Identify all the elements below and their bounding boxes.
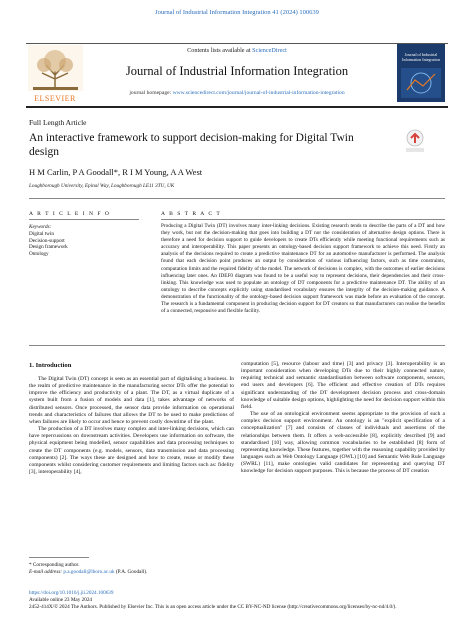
- article-type: Full Length Article: [29, 118, 87, 127]
- keyword: Decision-support: [29, 237, 65, 244]
- abstract-heading: A B S T R A C T: [161, 211, 222, 217]
- paragraph: The use of an ontological environment seems appropriate to the provision of such a complex decision support environment. An ontology is an "explicit specification of a conceptualization" [7] and consists of classes of individuals and assertions of the relationships between them. It offers a web-accessible [8], explicitly described [9] and standardised [10] way, allowing common vocabularies to be established [8] form of representing knowledge. These features, together with the reasoning capability provided by languages such as Web Ontology Language (OWL) [10] and Semantic Web Rule Language (SWRL) [11], make ontologies valid candidates for representing and querying DT knowledge for decision support purposes. This is because the process of DT creation: [241, 411, 445, 475]
- section-divider: [29, 345, 445, 346]
- email-suffix: (P.A. Goodall).: [114, 569, 148, 575]
- elsevier-wordmark: ELSEVIER: [34, 94, 76, 103]
- abstract-text: Producing a Digital Twin (DT) involves many inter-linking decisions. Existing research tends to describe the parts of a DT and how they work, but not the decision-making that goes into building a DT nor the consideration of alternative design options. There is therefore a need for decision support to guide developers to create DTs efficiently while meeting functional requirements such as accuracy and interoperability. This paper presents an ontology-based decision support framework to achieve this need. Firstly an analysis of the decisions required to create a predictive maintenance DT for an automotive manufacturer is performed. The analysis found that each decision point produces an output by consideration of various influencing factors, such as time constraints, computation limits and the required fidelity of the model. The network of decisions is complex, with the outcomes of earlier decisions influencing later ones. An IDEF0 diagram was found to be a useful way to represent decisions, their dependencies and their cross-linking. This knowledge was used to populate an ontology of DT components for a predictive maintenance DT. The ability of an ontology to describe concepts explicitly using standardised vocabulary ensures the integrity of the decision-making guidance. A demonstration of the functionality of the ontology-based decision support framework was made before an evaluation of the concept. The research is a fundamental component in producing decision support for DT creators so that manufacturers can realise the benefits of a connected, responsive and flexible facility.: [161, 223, 445, 315]
- email-link[interactable]: p.a.goodall@lboro.ac.uk: [63, 569, 115, 575]
- article-info-rule: [29, 219, 139, 220]
- keyword: Digital twin: [29, 231, 54, 237]
- intro-right-column: [241, 361, 445, 476]
- cover-title: Journal of Industrial Information Integration: [402, 52, 440, 62]
- header-bottom-rule: [26, 106, 448, 108]
- paragraph: The production of a DT involves many complex and inter-linking decisions, which can have repercussions on downstream activities. Developers use information on software, the physical equipment being modelled, sensor capabilities and data processing techniques to create the DT components (e.g. models, sensors, data transmission and data processing components) [2]. The ways these are designed and how to create, reuse or modify these components whilst considering customer requirements and limiting factors such as: fidelity [3], interoperability [4],: [29, 426, 234, 476]
- journal-homepage: [80, 90, 394, 96]
- check-for-updates-icon[interactable]: [402, 128, 428, 154]
- journal-citation[interactable]: Journal of Industrial Information Integration 41 (2024) 100639: [155, 9, 319, 16]
- homepage-prefix: journal homepage:: [129, 90, 173, 96]
- paragraph: The Digital Twin (DT) concept is seen as an essential part of digitalising a business. In the realm of predictive maintenance in the manufacturing sector DTs offer the potential to improve the efficiency and productivity of a plant. The DT, as a virtual duplicate of a system built from a fusion of models and data [1], takes advantage of networks of distributed sensors. Once processed, the sensor data provide information on operational trends and characteristics of failures that allows the DT to be used to make predictions of when failures are likely to occur and hence to prevent costly downtime of the plant.: [29, 376, 234, 425]
- section-divider: [29, 198, 445, 199]
- email-label: E-mail address:: [29, 569, 64, 575]
- header-top-rule: [26, 43, 448, 44]
- contents-prefix: Contents lists available at: [187, 47, 253, 54]
- corresponding-author-note: * Corresponding author.: [29, 562, 80, 568]
- email-line: [29, 569, 147, 576]
- journal-title: Journal of Industrial Information Integration: [125, 64, 349, 78]
- paper-title: An interactive framework to support decision-making for Digital Twin design: [29, 132, 354, 158]
- footnote: [29, 562, 147, 576]
- keywords-heading: Keywords:: [29, 224, 52, 230]
- footnote-rule: [29, 557, 89, 558]
- affiliation: Loughborough University, Epinal Way, Loughborough LE11 3TU, UK: [29, 183, 175, 189]
- cover-graphic: [401, 68, 441, 98]
- publication-info: [29, 590, 445, 611]
- article-info-heading: A R T I C L E I N F O: [29, 211, 111, 217]
- homepage-link[interactable]: www.sciencedirect.com/journal/journal-of-industrial-information-integration: [172, 90, 345, 96]
- sciencedirect-link[interactable]: ScienceDirect: [252, 47, 287, 54]
- paragraph: computation [5], resource (labour and time) [3] and privacy [3]. Interoperability is an important consideration when developing DTs due to their highly connected nature, requiring technical and semantic standardisation between software components, sensors, end users and developers [6]. The efficient and effective creation of DTs requires significant understanding of the DT development decision process and cross-domain knowledge of suitable design options, highlighting the need for decision support within this field.: [241, 361, 445, 410]
- available-online: Available online 23 May 2024: [29, 597, 93, 603]
- keyword: Design framework: [29, 244, 68, 251]
- license-text[interactable]: 2452-414X/© 2024 The Authors. Published by Elsevier Inc. This is an open access article under the CC BY-NC-ND license (http://creativecommons.org/licenses/by-nc-nd/4.0/).: [29, 604, 397, 610]
- abstract-rule: [161, 219, 445, 220]
- doi-link[interactable]: https://doi.org/10.1016/j.jii.2024.100639: [29, 590, 114, 596]
- authors: H M Carlin, P A Goodall*, R I M Young, A A West: [29, 167, 203, 177]
- keyword: Ontology: [29, 251, 49, 258]
- keywords-list: [29, 231, 68, 258]
- introduction-heading: 1. Introduction: [29, 362, 72, 369]
- intro-left-column: [29, 376, 234, 476]
